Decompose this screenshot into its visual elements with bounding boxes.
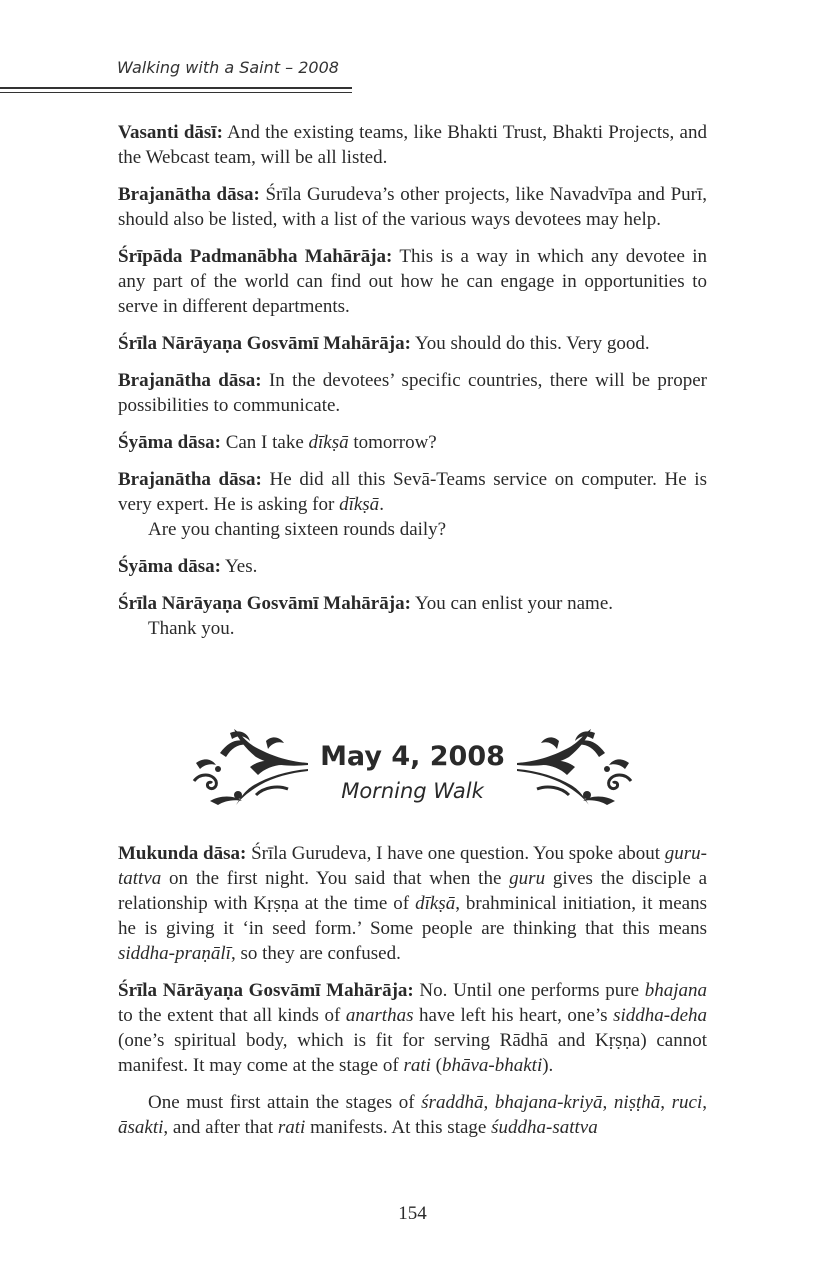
speech: . — [379, 494, 384, 515]
speech-italic: bhajana-kriyā — [494, 1092, 603, 1113]
header-rule-thick — [0, 87, 352, 89]
speaker-name: Vasanti dāsī: — [118, 122, 223, 143]
section-date: May 4, 2008 — [320, 741, 505, 772]
speaker-name: Śyāma dāsa: — [118, 556, 221, 577]
speech: Yes. — [220, 556, 258, 577]
speech-italic: rati — [403, 1055, 431, 1076]
section-heading — [190, 725, 635, 810]
dialogue-paragraph — [118, 120, 707, 170]
speaker-name: Śrīla Nārāyaṇa Gosvāmī Mahārāja: — [118, 333, 411, 354]
speech-italic: siddha-deha — [613, 1005, 708, 1026]
speech-italic: anarthas — [345, 1005, 414, 1026]
speaker-name: Brajanātha dāsa: — [118, 184, 260, 205]
speaker-name: Brajanātha dāsa: — [118, 370, 262, 391]
dialogue-paragraph — [118, 841, 707, 966]
speech: , — [702, 1092, 707, 1113]
speech: to the extent that all kinds of — [118, 1005, 346, 1026]
speech: tomorrow? — [348, 432, 437, 453]
speech: , and after that — [163, 1117, 278, 1138]
dialogue-paragraph — [118, 182, 707, 232]
speech-italic: āsakti — [118, 1117, 164, 1138]
speech: You should do this. Very good. — [410, 333, 650, 354]
speaker-name: Śrīpāda Padmanābha Mahārāja: — [118, 246, 393, 267]
speaker-name: Mukunda dāsa: — [118, 843, 247, 864]
speech: No. Until one performs pure — [413, 980, 645, 1001]
dialogue-paragraph-continued — [118, 1090, 707, 1140]
dialogue-paragraph — [118, 368, 707, 418]
speech-italic: bhajana — [644, 980, 707, 1001]
section-subtitle: Morning Walk — [341, 779, 484, 803]
speech-italic: guru — [509, 868, 546, 889]
speech-italic: rati — [277, 1117, 306, 1138]
speech: gives the disciple a relationship with Kṛṣṇa at the time of — [118, 868, 707, 914]
speech-italic: guru-tattva — [118, 843, 708, 889]
speech-italic: siddha-praṇālī — [118, 943, 231, 964]
speech-italic: niṣṭhā — [613, 1092, 661, 1113]
speech-italic: dīkṣā — [339, 494, 380, 515]
speech: One must first attain the stages of — [148, 1092, 422, 1113]
speech-italic: dīkṣā — [415, 893, 456, 914]
header-rule-thin — [0, 92, 352, 93]
dialogue-paragraph — [118, 591, 707, 641]
speaker-name: Brajanātha dāsa: — [118, 469, 262, 490]
speech: Can I take — [220, 432, 309, 453]
speech-italic: dīkṣā — [308, 432, 349, 453]
dialogue-paragraph — [118, 978, 707, 1078]
speech: , brahminical initiation, it means he is giving it ‘in seed form.’ Some people are thinking that this means — [118, 893, 707, 939]
dialogue-paragraph — [118, 554, 707, 579]
speech: , so they are confused. — [230, 943, 401, 964]
speech-italic: śraddhā — [421, 1092, 484, 1113]
header-title: Walking with a Saint – 2008 — [117, 58, 339, 77]
speech: In the devotees’ specific countries, there will be proper possibilities to communicate. — [118, 370, 708, 416]
speech: Śrīla Gurudeva’s other projects, like Navadvīpa and Purī, should also be listed, with a list of the various ways devotees may help. — [118, 184, 707, 230]
speech: ( — [430, 1055, 442, 1076]
speech: And the existing teams, like Bhakti Trust, Bhakti Projects, and the Webcast team, will be all listed. — [118, 122, 707, 168]
dialogue-paragraph — [118, 467, 707, 542]
speech: , — [602, 1092, 614, 1113]
speech: ). — [542, 1055, 554, 1076]
dialogue-top — [118, 120, 707, 653]
speech: , — [660, 1092, 672, 1113]
speech: He did all this Sevā-Teams service on computer. He is very expert. He is asking for — [118, 469, 707, 515]
dialogue-paragraph — [118, 331, 707, 356]
dialogue-paragraph — [118, 244, 707, 319]
speech-continuation: Are you chanting sixteen rounds daily? — [148, 519, 447, 540]
speech: on the first night. You said that when the — [161, 868, 510, 889]
speaker-name: Śyāma dāsa: — [118, 432, 221, 453]
speech-italic: śuddha-sattva — [491, 1117, 598, 1138]
speech: You can enlist your name. — [410, 593, 614, 614]
speech: (one’s spiritual body, which is fit for serving Rādhā and Kṛṣṇa) cannot manifest. It may come at the stage of — [118, 1030, 707, 1076]
speech: This is a way in which any devotee in any part of the world can find out how he can engage in opportunities to serve in different departments. — [118, 246, 707, 317]
speech-italic: bhāva-bhakti — [441, 1055, 543, 1076]
speaker-name: Śrīla Nārāyaṇa Gosvāmī Mahārāja: — [118, 593, 411, 614]
page-number: 154 — [398, 1203, 427, 1224]
speech-continuation: Thank you. — [148, 618, 235, 639]
speaker-name: Śrīla Nārāyaṇa Gosvāmī Mahārāja: — [118, 980, 414, 1001]
speech: , — [483, 1092, 495, 1113]
speech: have left his heart, one’s — [413, 1005, 614, 1026]
speech-italic: ruci — [671, 1092, 703, 1113]
dialogue-paragraph — [118, 430, 707, 455]
dialogue-bottom — [118, 841, 707, 1140]
speech: Śrīla Gurudeva, I have one question. You spoke about — [246, 843, 665, 864]
speech: manifests. At this stage — [305, 1117, 492, 1138]
